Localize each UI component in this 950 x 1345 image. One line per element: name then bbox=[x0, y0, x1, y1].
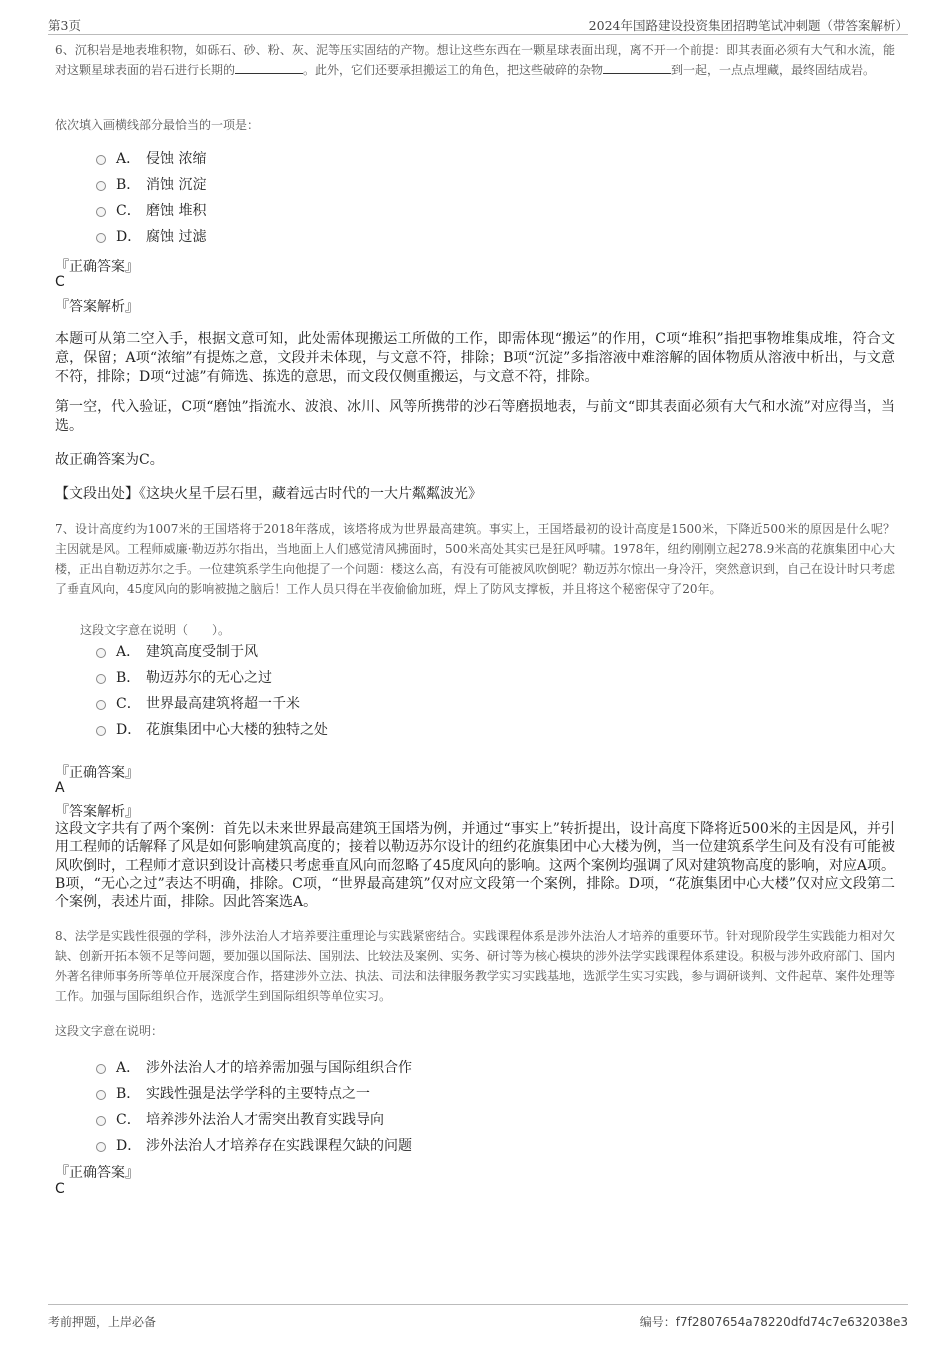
radio-icon[interactable] bbox=[96, 1090, 106, 1100]
option-d[interactable]: D． 涉外法治人才培养存在实践课程欠缺的问题 bbox=[96, 1132, 412, 1158]
analysis-conclusion: 故正确答案为C。 bbox=[55, 452, 164, 468]
question-7-text: 7、设计高度约为1007米的王国塔将于2018年落成，该塔将成为世界最高建筑。事实上，王国塔最初的设计高度是1500米，下降近500米的原因是什么呢？主因就是风。工程师威廉·勒迈苏尔指出，当地面上人们感觉清风拂面时，500米高处其实已是狂风呼啸。1978年，纽约刚刚立起278.9米高的花旗集团中心大楼，正出自勒迈苏尔之手。一位建筑系学生向他提了一个问题：楼这么高，有没有可能被风吹倒呢？勒迈苏尔惊出一身冷汗，突然意识到，自己在设计时只考虑了垂直风向，45度风向的影响被抛之脑后！工作人员只得在半夜偷偷加班，焊上了防风支撑板，并且将这个秘密保守了20年。 bbox=[55, 522, 896, 596]
analysis-label: 『答案解析』 bbox=[55, 299, 139, 315]
question-8-options bbox=[96, 1054, 412, 1158]
radio-icon[interactable] bbox=[96, 1142, 106, 1152]
analysis-paragraph: 这段文字共有了两个案例：首先以未来世界最高建筑王国塔为例，并通过“事实上”转折提出，设计高度下降将近500米的主因是风，并引用工程师的话解释了风是如何影响建筑高度的；接着以勒迈苏尔设计的纽约花旗集团中心大楼为例，当一位建筑系学生问及有没有可能被风吹倒时，工程师才意识到设计高楼只考虑垂直风向而忽略了45度风向的影响。这两个案例均强调了风对建筑物高度的影响，对应A项。B项，“无心之过”表达不明确，排除。C项，“世界最高建筑”仅对应文段第一个案例，排除。D项，“花旗集团中心大楼”仅对应文段第二个案例，表述片面，排除。因此答案选A。 bbox=[55, 821, 895, 911]
radio-icon[interactable] bbox=[96, 674, 106, 684]
question-6-prompt: 依次填入画横线部分最恰当的一项是： bbox=[55, 118, 260, 132]
analysis-paragraph: 第一空，代入验证，C项“磨蚀”指流水、波浪、冰川、风等所携带的沙石等磨损地表，与前文“即其表面必须有大气和水流”对应得当，当选。 bbox=[55, 399, 895, 434]
fill-blank-2 bbox=[603, 62, 671, 74]
page-number: 第3页 bbox=[48, 18, 81, 33]
question-6-text: 6、沉积岩是地表堆积物，如砾石、砂、粉、灰、泥等压实固结的产物。想让这些东西在一颗星球表面出现，离不开一个前提：即其表面必须有大气和水流，能对这颗星球表面的岩石进行长期的 。此外，它们还要承担搬运工的角色，把这些破碎的杂物 到一起，一点点埋藏，最终固结成岩。 bbox=[55, 43, 895, 77]
analysis-label: 『答案解析』 bbox=[55, 804, 139, 820]
option-b[interactable]: B． 实践性强是法学学科的主要特点之一 bbox=[96, 1080, 412, 1106]
correct-answer: A bbox=[55, 780, 65, 796]
correct-answer: C bbox=[55, 274, 65, 290]
option-b[interactable]: B． 勒迈苏尔的无心之过 bbox=[96, 664, 328, 690]
question-8-text: 8、法学是实践性很强的学科，涉外法治人才培养要注重理论与实践紧密结合。实践课程体系是涉外法治人才培养的重要环节。针对现阶段学生实践能力相对欠缺、创新开拓本领不足等问题，要加强以国际法、国别法、比较法及案例、实务、研讨等为核心模块的涉外法学实践课程体系建设。积极与涉外政府部门、国内外著名律师事务所等单位开展深度合作，搭建涉外立法、执法、司法和法律服务教学实习实践基地，选派学生实习实践，参与调研谈判、文件起草、案件处理等工作。加强与国际组织合作，选派学生到国际组织等单位实习。 bbox=[55, 929, 896, 1003]
option-c[interactable]: C． 世界最高建筑将超一千米 bbox=[96, 690, 328, 716]
correct-answer-label: 『正确答案』 bbox=[55, 765, 139, 781]
radio-icon[interactable] bbox=[96, 233, 106, 243]
radio-icon[interactable] bbox=[96, 648, 106, 658]
radio-icon[interactable] bbox=[96, 181, 106, 191]
source-citation: 【文段出处】《这块火星千层石里，藏着远古时代的一大片粼粼波光》 bbox=[55, 486, 482, 502]
question-6-options bbox=[96, 145, 206, 249]
correct-answer-label: 『正确答案』 bbox=[55, 259, 139, 275]
option-a[interactable]: A． 涉外法治人才的培养需加强与国际组织合作 bbox=[96, 1054, 412, 1080]
option-a[interactable]: A． 侵蚀 浓缩 bbox=[96, 145, 206, 171]
footer-slogan: 考前押题，上岸必备 bbox=[48, 1315, 157, 1329]
page-footer bbox=[48, 1304, 908, 1327]
document-code: 编号：f7f2807654a78220dfd74c7e632038e3 bbox=[639, 1315, 908, 1329]
option-c[interactable]: C． 磨蚀 堆积 bbox=[96, 197, 206, 223]
correct-answer-label: 『正确答案』 bbox=[55, 1165, 139, 1181]
page-header bbox=[48, 14, 908, 35]
radio-icon[interactable] bbox=[96, 700, 106, 710]
option-a[interactable]: A． 建筑高度受制于风 bbox=[96, 638, 328, 664]
radio-icon[interactable] bbox=[96, 1064, 106, 1074]
fill-blank-1 bbox=[235, 62, 303, 74]
radio-icon[interactable] bbox=[96, 1116, 106, 1126]
option-c[interactable]: C． 培养涉外法治人才需突出教育实践导向 bbox=[96, 1106, 412, 1132]
question-8-prompt: 这段文字意在说明： bbox=[55, 1024, 164, 1038]
correct-answer: C bbox=[55, 1181, 65, 1197]
option-b[interactable]: B． 消蚀 沉淀 bbox=[96, 171, 206, 197]
option-d[interactable]: D． 花旗集团中心大楼的独特之处 bbox=[96, 716, 328, 742]
question-7-prompt: 这段文字意在说明（ ）。 bbox=[80, 623, 231, 637]
radio-icon[interactable] bbox=[96, 155, 106, 165]
analysis-paragraph: 本题可从第二空入手，根据文意可知，此处需体现搬运工所做的工作，即需体现“搬运”的作用，C项“堆积”指把事物堆集成堆，符合文意，保留；A项“浓缩”有提炼之意，文段并未体现，与文意不符，排除；B项“沉淀”多指溶液中难溶解的固体物质从溶液中析出，与文意不符，排除；D项“过滤”有筛选、拣选的意思，而文段仅侧重搬运，与文意不符，排除。 bbox=[55, 331, 895, 385]
document-title: 2024年国路建设投资集团招聘笔试冲刺题（带答案解析） bbox=[588, 18, 908, 33]
radio-icon[interactable] bbox=[96, 726, 106, 736]
radio-icon[interactable] bbox=[96, 207, 106, 217]
option-d[interactable]: D． 腐蚀 过滤 bbox=[96, 223, 206, 249]
question-7-options bbox=[96, 638, 328, 742]
